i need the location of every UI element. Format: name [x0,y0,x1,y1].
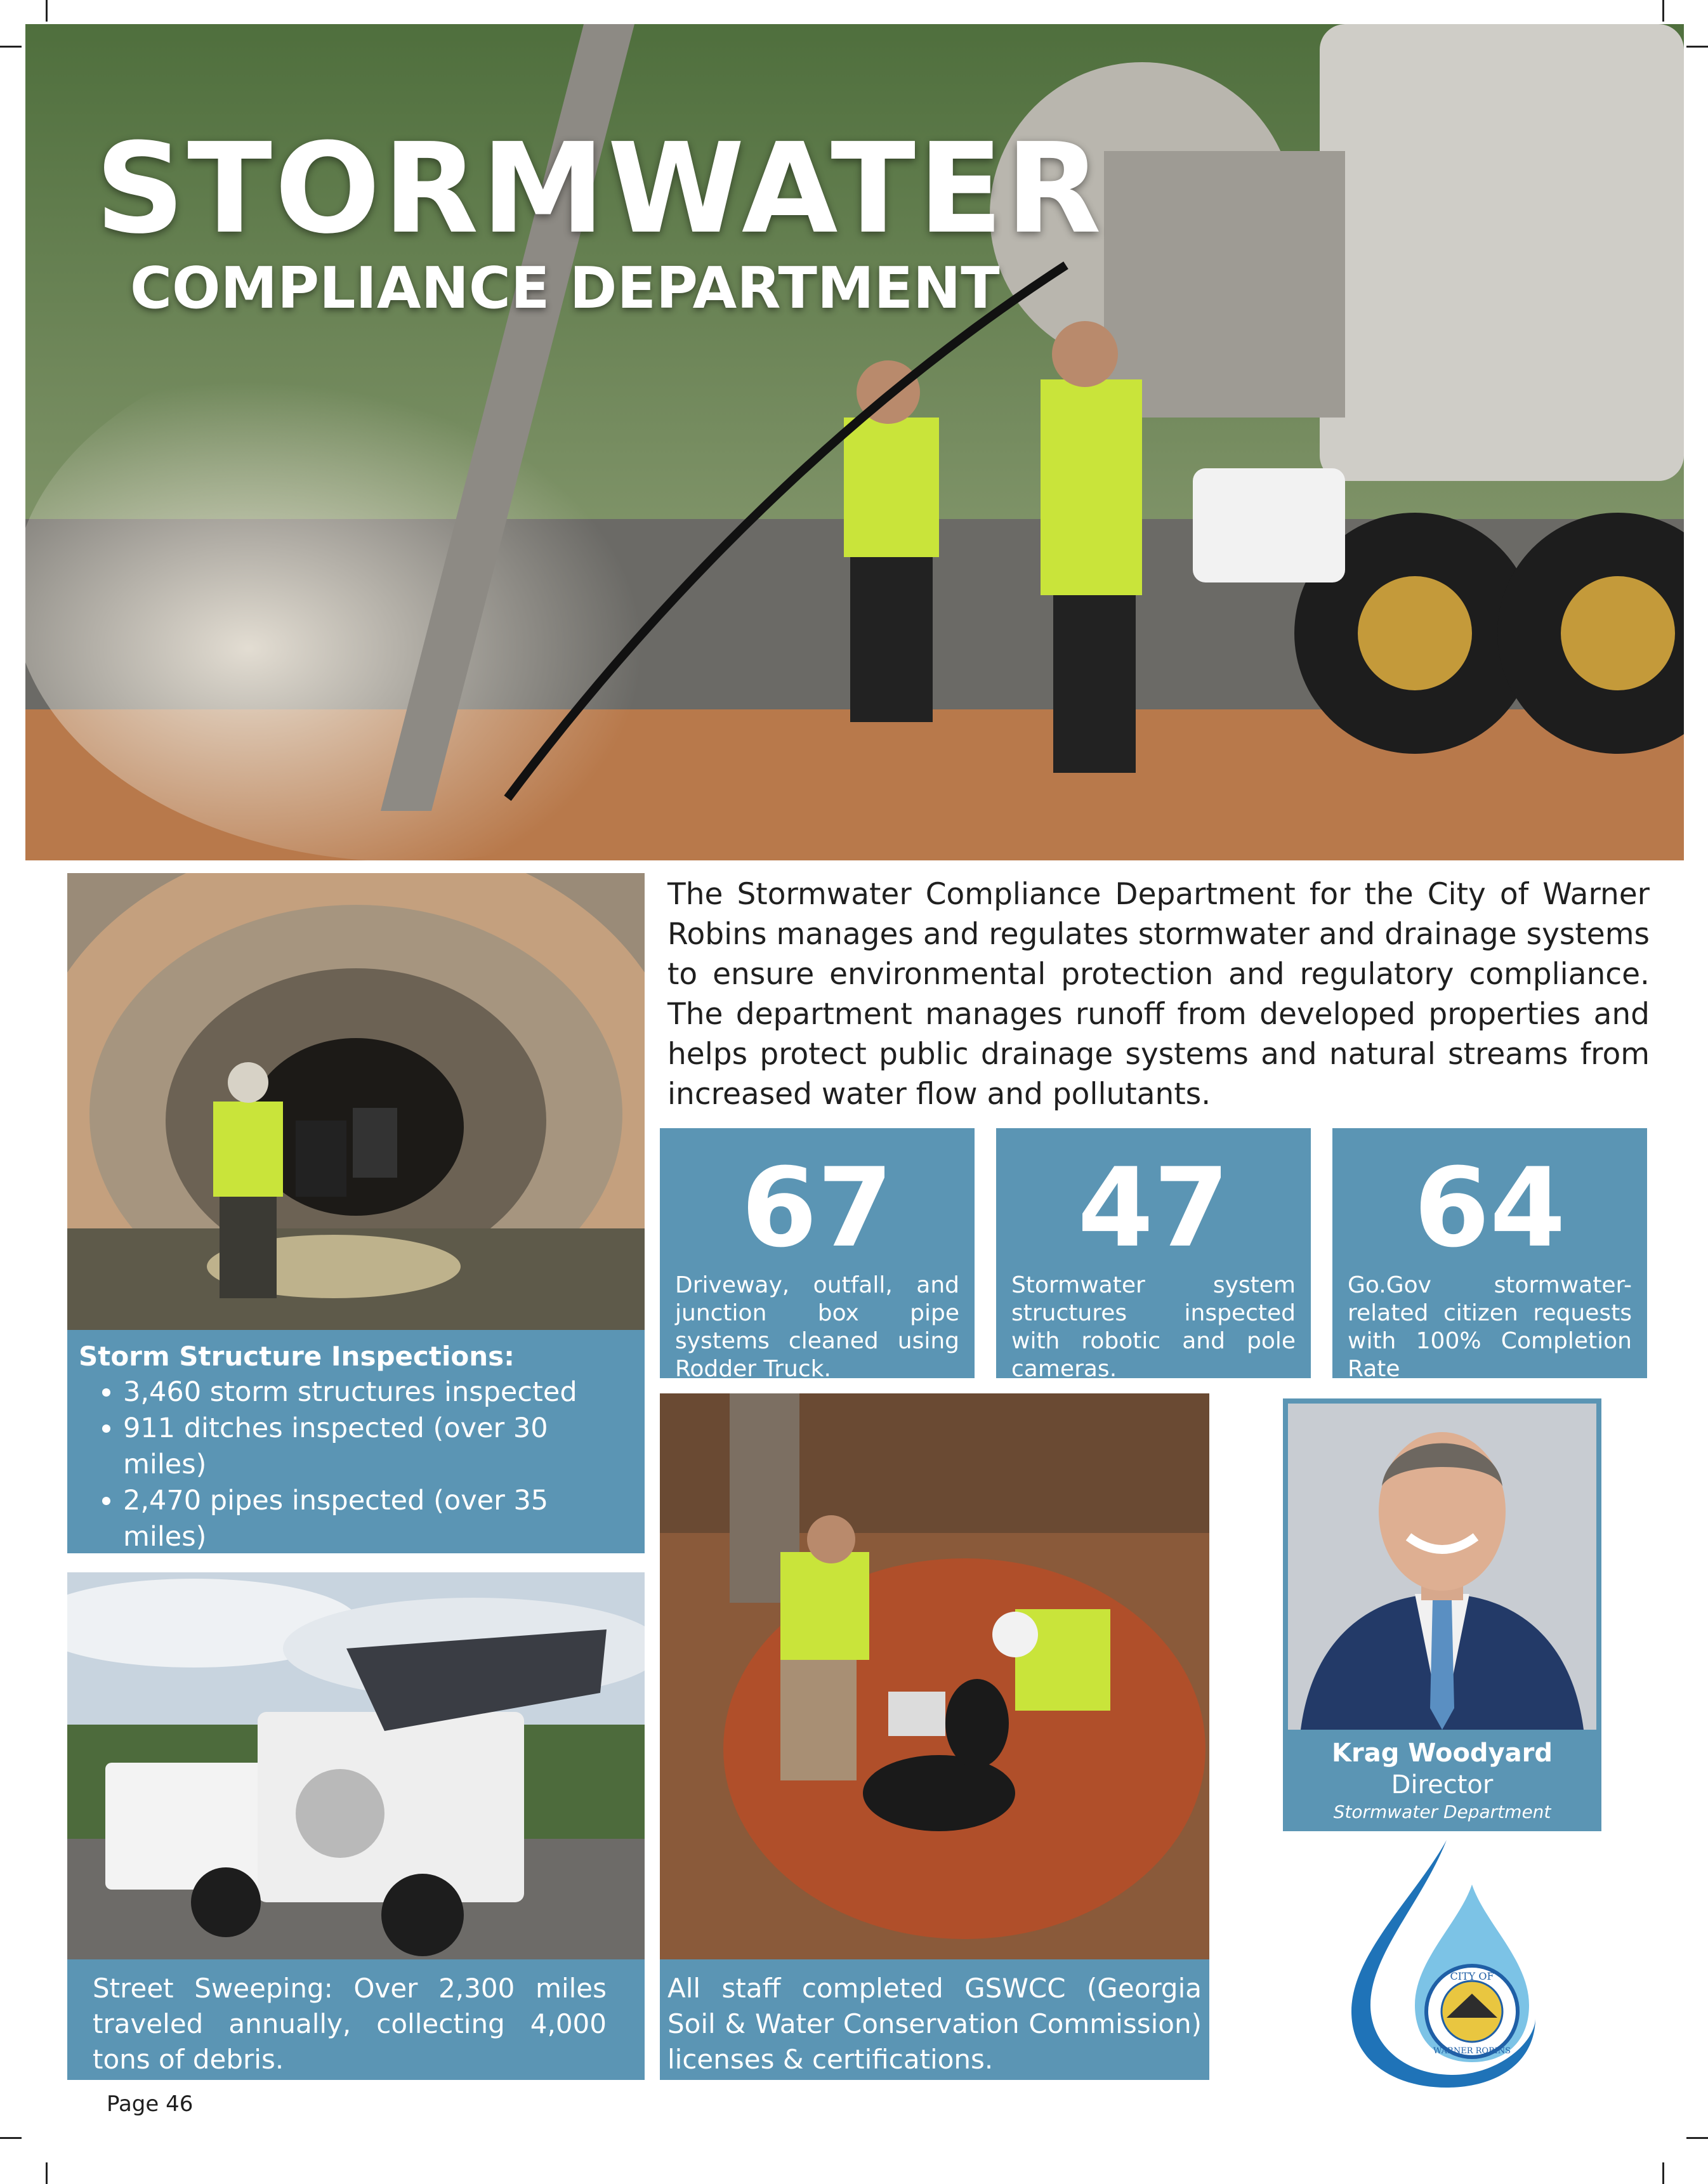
certification-caption-text: All staff completed GSWCC (Georgia Soil & Water Conservation Commission) licenses & certifications. [667,1973,1202,2075]
stat-value: 47 [1077,1144,1230,1272]
director-portrait-illustration [1288,1404,1596,1730]
list-item: • 911 ditches inspected (over 30 miles) [123,1411,633,1483]
crop-mark [1662,2162,1664,2184]
sweeping-caption [67,1959,645,2080]
stat-description: Stormwater system structures inspected with robotic and pole cameras. [1011,1272,1296,1382]
sweeping-caption-text: Street Sweeping: Over 2,300 miles traveled annually, collecting 4,000 tons of debris. [93,1973,607,2075]
stat-value: 67 [741,1144,893,1272]
excavation-photo-illustration [660,1393,1209,1959]
stat-description: Go.Gov stormwater-related citizen requests with 100% Completion Rate [1348,1272,1632,1382]
crop-mark [0,46,22,48]
tunnel-photo [67,873,645,1330]
page-number: Page 46 [107,2091,194,2117]
sweeper-photo-illustration [67,1572,645,1959]
city-stormwater-logo [1345,1827,1548,2094]
crop-mark [0,2137,22,2139]
tunnel-photo-illustration [67,873,645,1330]
director-name: Krag Woodyard [1332,1739,1553,1768]
crop-mark [1686,46,1708,48]
crop-mark [1686,2137,1708,2139]
hero-subtitle: COMPLIANCE DEPARTMENT [130,255,1000,322]
stat-box-requests [1332,1128,1647,1382]
director-portrait [1288,1404,1596,1730]
inspections-caption [67,1330,645,1553]
crop-mark [46,2162,48,2184]
sweeper-photo [67,1572,645,1959]
logo-text-top: CITY OF [1450,1970,1494,1982]
list-item: • 3,460 storm structures inspected [123,1374,633,1411]
certification-caption [660,1959,1209,2080]
stat-box-rodder [660,1128,975,1382]
intro-paragraph: The Stormwater Compliance Department for the City of Warner Robins manages and regulates stormwater and drainage systems to ensure environmental protection and regulatory compliance. The department manages runoff from developed properties and helps protect public drainage systems and natural streams from increased water flow and pollutants. [667,877,1650,1112]
list-item: • 2,470 pipes inspected (over 35 miles) [123,1483,633,1555]
director-department: Stormwater Department [1333,1801,1551,1822]
water-drop-logo-icon [1345,1827,1548,2094]
stat-value: 64 [1414,1144,1566,1272]
crop-mark [46,0,48,22]
stat-box-cameras [996,1128,1311,1382]
director-title: Director [1391,1770,1494,1799]
hero-title: STORMWATER [95,117,1104,261]
excavation-photo [660,1393,1209,1959]
stat-description: Driveway, outfall, and junction box pipe systems cleaned using Rodder Truck. [675,1272,959,1382]
crop-mark [1662,0,1664,22]
inspections-title: Storm Structure Inspections: [79,1341,515,1372]
logo-text-bottom: WARNER ROBINS [1433,2046,1511,2056]
